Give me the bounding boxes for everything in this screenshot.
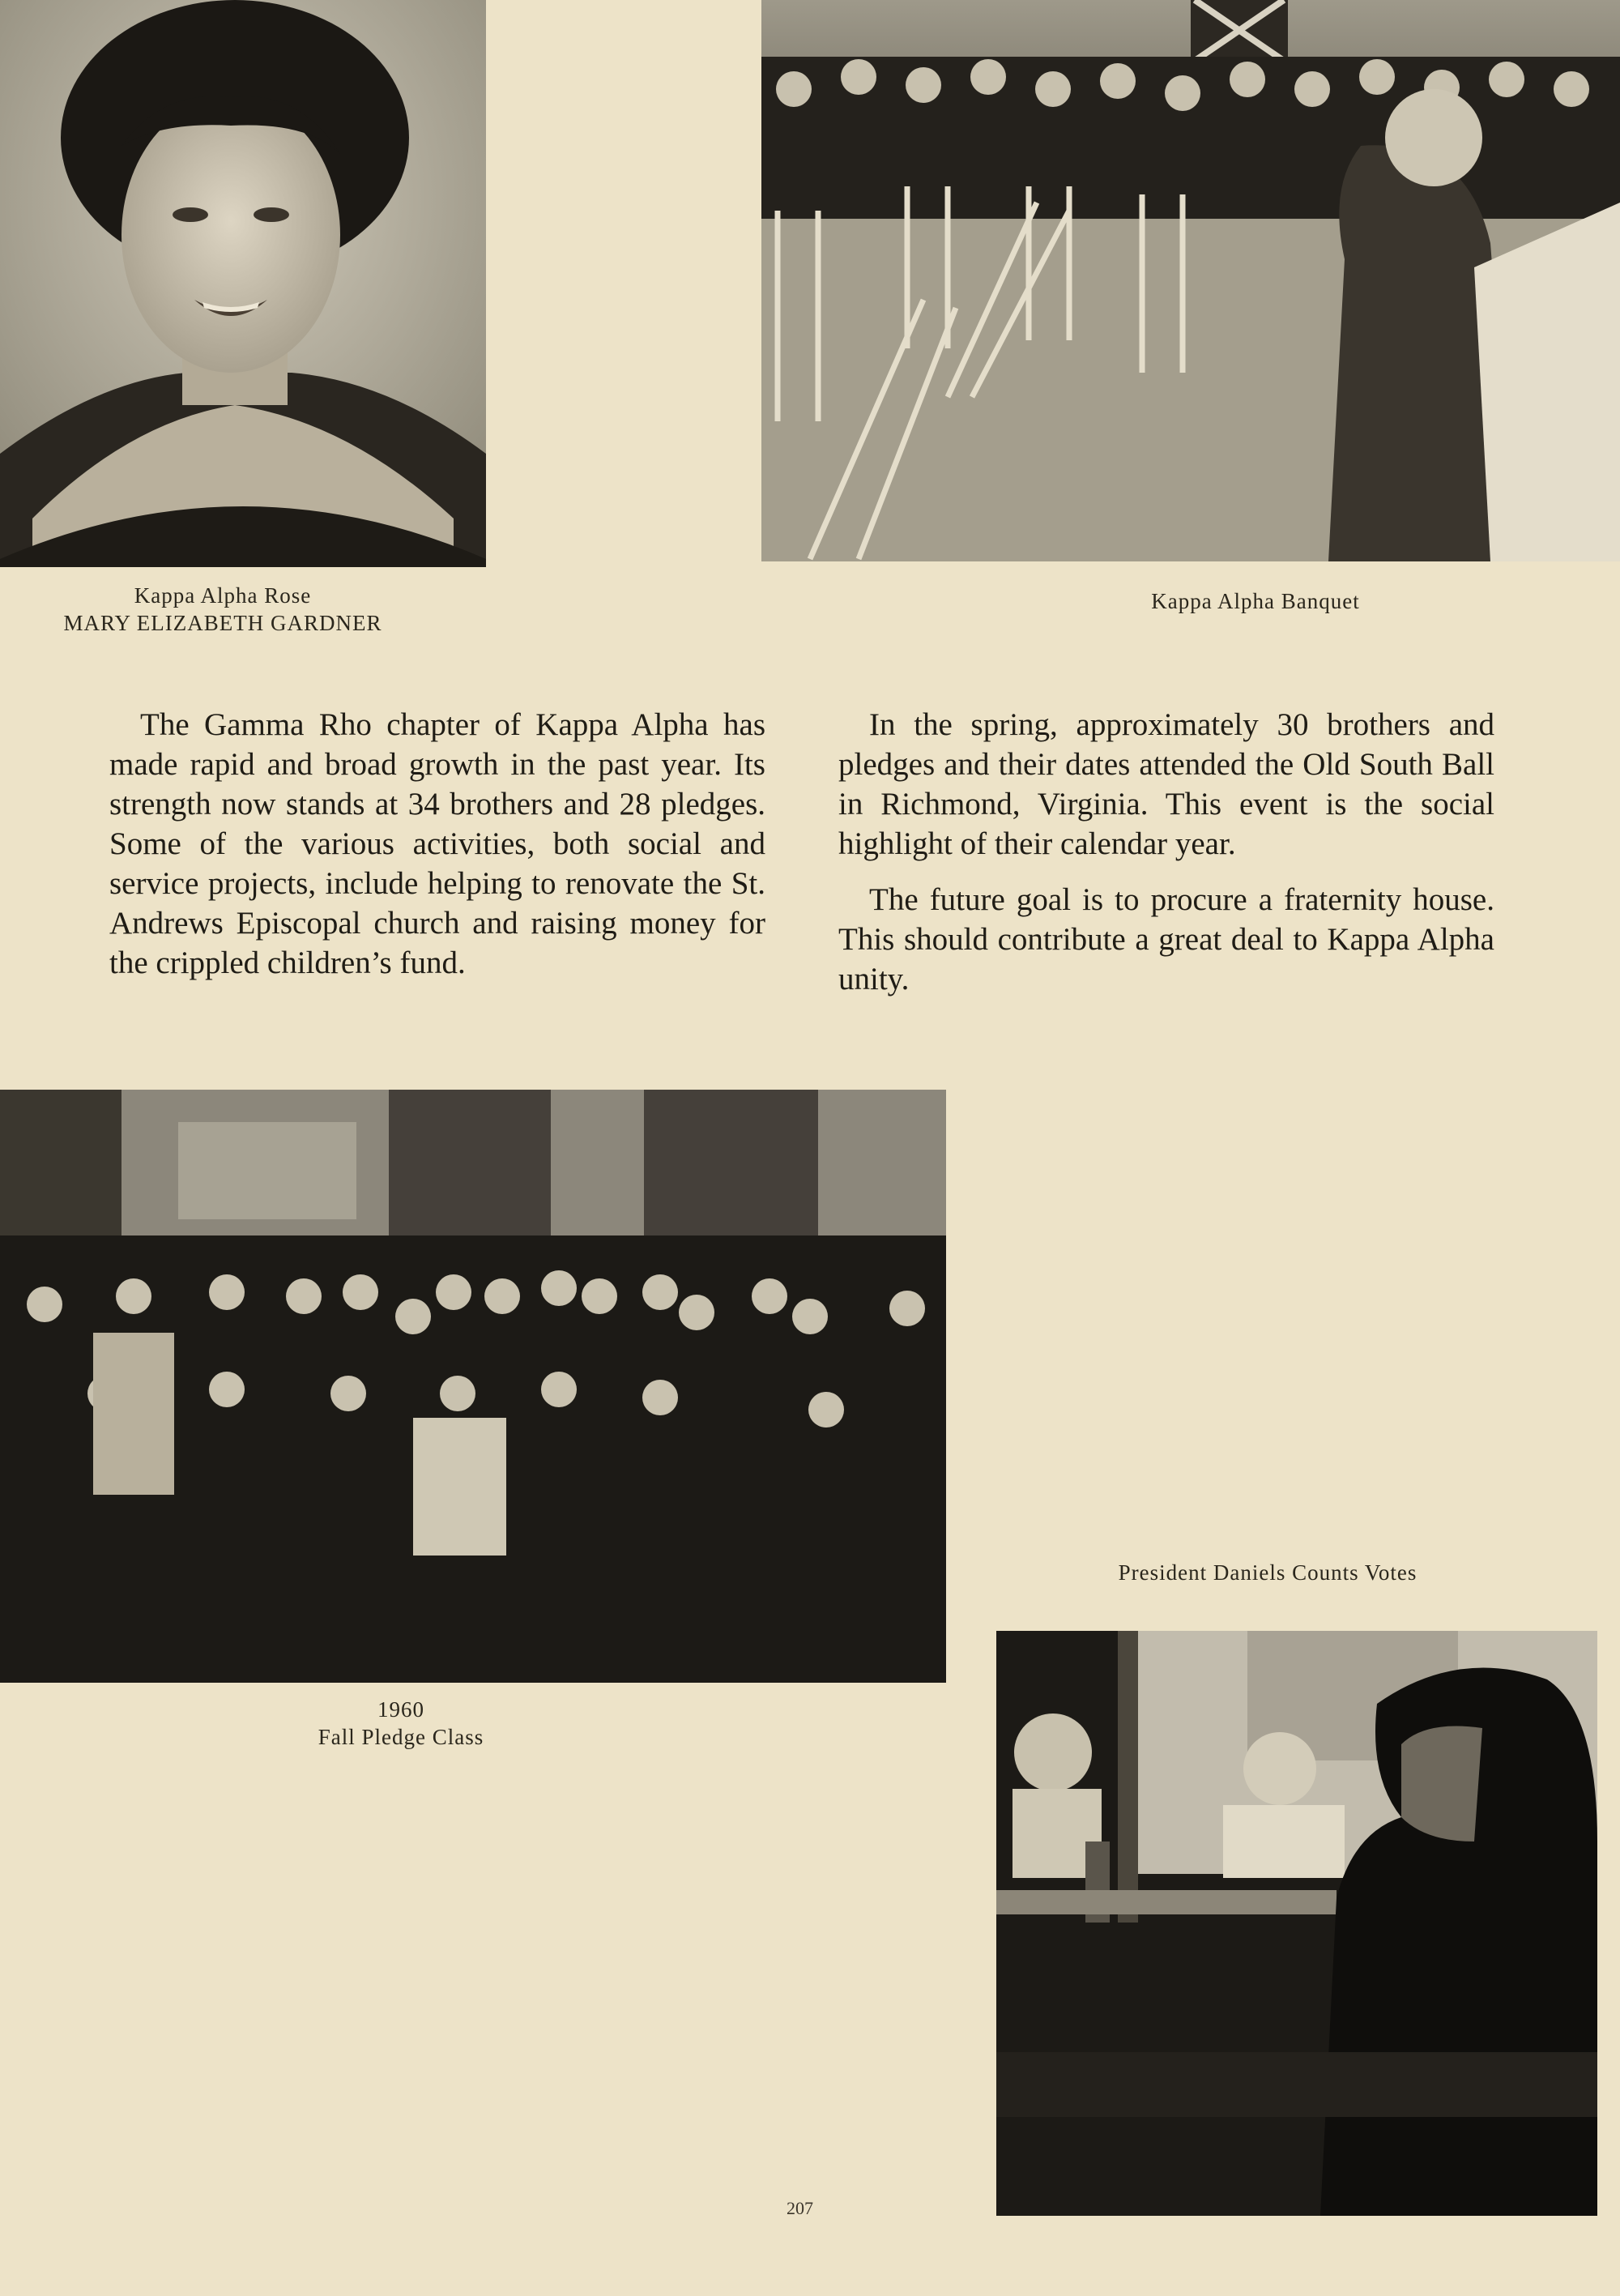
- banquet-caption: [1094, 587, 1418, 615]
- president-caption: [1045, 1559, 1490, 1586]
- banquet-caption-text: Kappa Alpha Banquet: [1151, 589, 1360, 613]
- article-paragraph: In the spring, approximately 30 brothers and pledges and their dates attended the Old South Ball in Richmond, Virginia. This event is the social highlight of their calendar year.: [838, 707, 1494, 861]
- page-number: 207: [787, 2198, 813, 2218]
- banquet-photo: [761, 0, 1620, 561]
- pledge-class-caption: [227, 1696, 575, 1751]
- article-right-column: [838, 705, 1494, 1015]
- rose-caption-name: MARY ELIZABETH GARDNER: [63, 611, 382, 635]
- president-caption-text: President Daniels Counts Votes: [1118, 1560, 1418, 1585]
- rose-caption: [0, 582, 446, 637]
- article-paragraph: The Gamma Rho chapter of Kappa Alpha has made rapid and broad growth in the past year. Its strength now stands at 34 brothers and 28 pledges. Some of the various activities, both social and service projects, include helping to renovate the St. Andrews Episcopal church and raising money for the crippled children’s fund.: [109, 707, 765, 980]
- pledge-class-caption-year: 1960: [377, 1697, 424, 1722]
- president-photo: [996, 1631, 1597, 2216]
- rose-caption-title: Kappa Alpha Rose: [134, 583, 312, 608]
- rose-portrait-photo: [0, 0, 486, 567]
- pledge-class-caption-title: Fall Pledge Class: [318, 1725, 484, 1749]
- pledge-class-photo: [0, 1090, 946, 1683]
- article-left-column: [109, 705, 765, 999]
- article-paragraph: The future goal is to procure a fraternity house. This should contribute a great deal to Kappa Alpha unity.: [838, 882, 1494, 996]
